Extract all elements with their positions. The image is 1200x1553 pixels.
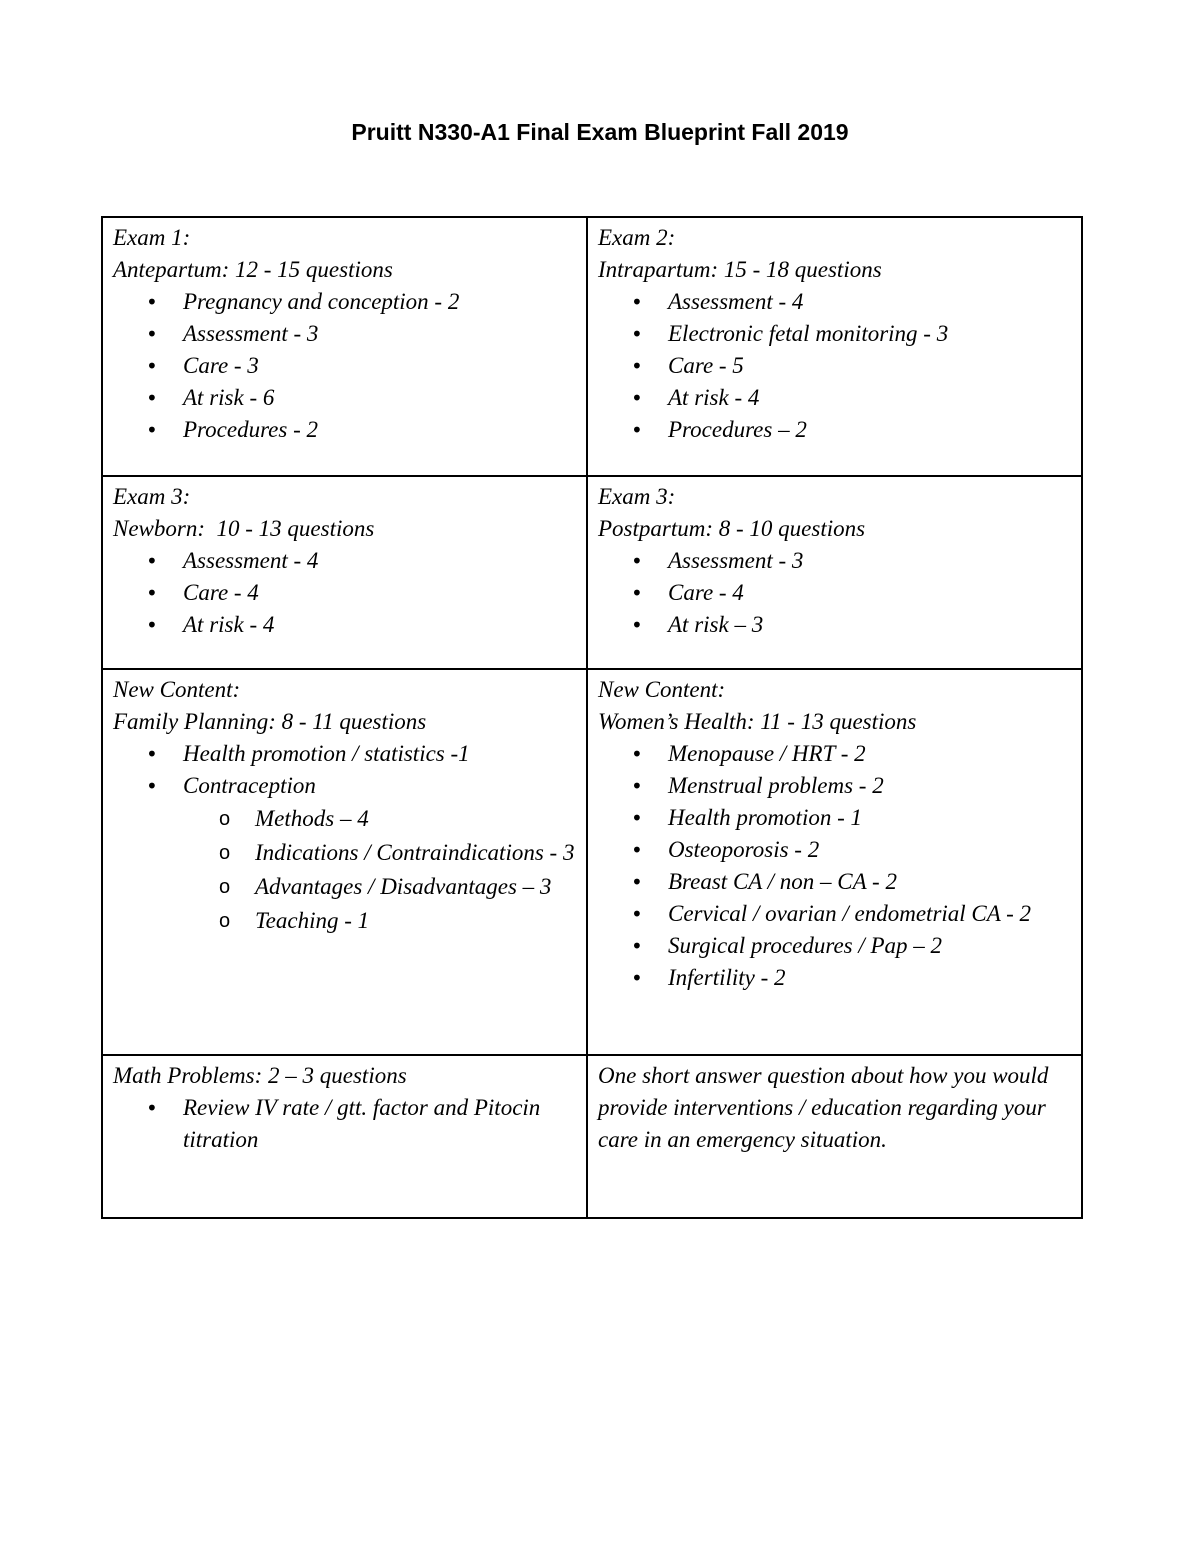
bullet-list bbox=[113, 286, 576, 446]
list-item-text: Health promotion - 1 bbox=[668, 805, 862, 830]
list-item-text: Osteoporosis - 2 bbox=[668, 837, 820, 862]
list-item-text: Review IV rate / gtt. factor and Pitocin titration bbox=[183, 1095, 541, 1152]
exam3-newborn-cell bbox=[102, 476, 587, 669]
list-item bbox=[598, 545, 1071, 577]
list-item bbox=[598, 318, 1071, 350]
list-item bbox=[598, 577, 1071, 609]
list-item-text: At risk - 4 bbox=[183, 612, 275, 637]
sub-list-item bbox=[183, 802, 576, 836]
bullet-icon: • bbox=[631, 934, 643, 958]
cell-topic: Women’s Health: 11 - 13 questions bbox=[598, 709, 917, 734]
bullet-icon: • bbox=[146, 354, 158, 378]
bullet-icon: • bbox=[631, 774, 643, 798]
list-item bbox=[598, 802, 1071, 834]
list-item bbox=[113, 286, 576, 318]
table-row bbox=[102, 669, 1082, 1055]
bullet-icon: • bbox=[631, 806, 643, 830]
list-item bbox=[113, 350, 576, 382]
sub-list-item bbox=[183, 836, 576, 870]
sub-list-item bbox=[183, 904, 576, 938]
cell-topic: Intrapartum: 15 - 18 questions bbox=[598, 257, 882, 282]
sub-list-item-text: Advantages / Disadvantages – 3 bbox=[255, 874, 552, 899]
list-item bbox=[113, 609, 576, 641]
list-item-text: At risk – 3 bbox=[668, 612, 764, 637]
list-item-text: Surgical procedures / Pap – 2 bbox=[668, 933, 943, 958]
short-answer-text: One short answer question about how you would provide interventions / education regarding your care in an emergency situation. bbox=[598, 1063, 1049, 1152]
cell-heading: Exam 1: bbox=[113, 225, 191, 250]
list-item-text: Infertility - 2 bbox=[668, 965, 786, 990]
bullet-icon: • bbox=[631, 418, 643, 442]
sub-list-item-text: Teaching - 1 bbox=[255, 908, 370, 933]
bullet-icon: • bbox=[146, 418, 158, 442]
list-item bbox=[598, 609, 1071, 641]
list-item bbox=[113, 770, 576, 938]
cell-heading: New Content: bbox=[598, 677, 726, 702]
bullet-icon: • bbox=[146, 322, 158, 346]
list-item bbox=[113, 545, 576, 577]
bullet-list bbox=[113, 545, 576, 641]
bullet-icon: • bbox=[631, 838, 643, 862]
bullet-icon: • bbox=[631, 613, 643, 637]
bullet-icon: • bbox=[146, 1096, 158, 1120]
list-item bbox=[598, 834, 1071, 866]
list-item-text: At risk - 4 bbox=[668, 385, 760, 410]
bullet-list bbox=[598, 738, 1071, 994]
bullet-list bbox=[113, 1092, 576, 1156]
list-item-text: Assessment - 4 bbox=[183, 548, 319, 573]
cell-heading: Exam 2: bbox=[598, 225, 676, 250]
cell-heading: New Content: bbox=[113, 677, 241, 702]
sub-bullet-list bbox=[183, 802, 576, 938]
exam2-cell bbox=[587, 217, 1082, 476]
sub-list-item bbox=[183, 870, 576, 904]
list-item bbox=[113, 577, 576, 609]
womens-health-cell bbox=[587, 669, 1082, 1055]
list-item-text: Pregnancy and conception - 2 bbox=[183, 289, 460, 314]
circle-bullet-icon: o bbox=[219, 910, 231, 932]
circle-bullet-icon: o bbox=[219, 842, 231, 864]
bullet-list bbox=[598, 545, 1071, 641]
cell-topic: Math Problems: 2 – 3 questions bbox=[113, 1063, 407, 1088]
bullet-icon: • bbox=[631, 549, 643, 573]
list-item-text: Contraception bbox=[183, 773, 316, 798]
bullet-icon: • bbox=[146, 290, 158, 314]
list-item-text: Assessment - 3 bbox=[668, 548, 804, 573]
bullet-icon: • bbox=[631, 902, 643, 926]
list-item-text: Assessment - 4 bbox=[668, 289, 804, 314]
bullet-icon: • bbox=[146, 742, 158, 766]
circle-bullet-icon: o bbox=[219, 808, 231, 830]
table-row bbox=[102, 217, 1082, 476]
cell-topic: Antepartum: 12 - 15 questions bbox=[113, 257, 393, 282]
short-answer-cell bbox=[587, 1055, 1082, 1218]
list-item bbox=[598, 382, 1071, 414]
exam-blueprint-table bbox=[101, 216, 1083, 1219]
exam3-postpartum-cell bbox=[587, 476, 1082, 669]
list-item bbox=[113, 382, 576, 414]
list-item-text: Electronic fetal monitoring - 3 bbox=[668, 321, 949, 346]
list-item bbox=[598, 866, 1071, 898]
list-item bbox=[598, 738, 1071, 770]
list-item-text: Cervical / ovarian / endometrial CA - 2 bbox=[668, 901, 1032, 926]
bullet-icon: • bbox=[146, 774, 158, 798]
bullet-icon: • bbox=[631, 742, 643, 766]
cell-topic: Family Planning: 8 - 11 questions bbox=[113, 709, 427, 734]
exam1-cell bbox=[102, 217, 587, 476]
cell-topic: Newborn: 10 - 13 questions bbox=[113, 516, 375, 541]
list-item bbox=[598, 770, 1071, 802]
list-item bbox=[113, 414, 576, 446]
list-item bbox=[113, 1092, 576, 1156]
list-item bbox=[598, 350, 1071, 382]
bullet-icon: • bbox=[146, 613, 158, 637]
table-row bbox=[102, 476, 1082, 669]
list-item-text: Care - 5 bbox=[668, 353, 744, 378]
bullet-icon: • bbox=[631, 354, 643, 378]
cell-topic: Postpartum: 8 - 10 questions bbox=[598, 516, 866, 541]
list-item-text: At risk - 6 bbox=[183, 385, 275, 410]
list-item bbox=[598, 286, 1071, 318]
bullet-icon: • bbox=[631, 581, 643, 605]
bullet-icon: • bbox=[631, 870, 643, 894]
cell-heading: Exam 3: bbox=[113, 484, 191, 509]
list-item-text: Procedures - 2 bbox=[183, 417, 318, 442]
list-item-text: Care - 4 bbox=[183, 580, 259, 605]
bullet-list bbox=[598, 286, 1071, 446]
list-item bbox=[113, 318, 576, 350]
page-title: Pruitt N330-A1 Final Exam Blueprint Fall 2019 bbox=[351, 119, 849, 145]
list-item bbox=[598, 414, 1071, 446]
list-item-text: Menopause / HRT - 2 bbox=[668, 741, 866, 766]
list-item bbox=[113, 738, 576, 770]
list-item-text: Procedures – 2 bbox=[668, 417, 807, 442]
bullet-icon: • bbox=[146, 386, 158, 410]
bullet-icon: • bbox=[631, 322, 643, 346]
cell-heading: Exam 3: bbox=[598, 484, 676, 509]
list-item-text: Health promotion / statistics -1 bbox=[183, 741, 470, 766]
family-planning-cell bbox=[102, 669, 587, 1055]
list-item-text: Assessment - 3 bbox=[183, 321, 319, 346]
list-item-text: Menstrual problems - 2 bbox=[668, 773, 884, 798]
list-item-text: Breast CA / non – CA - 2 bbox=[668, 869, 897, 894]
sub-list-item-text: Methods – 4 bbox=[255, 806, 369, 831]
list-item-text: Care - 4 bbox=[668, 580, 744, 605]
bullet-icon: • bbox=[631, 290, 643, 314]
list-item-text: Care - 3 bbox=[183, 353, 259, 378]
math-problems-cell bbox=[102, 1055, 587, 1218]
bullet-icon: • bbox=[631, 966, 643, 990]
list-item bbox=[598, 930, 1071, 962]
circle-bullet-icon: o bbox=[219, 876, 231, 898]
bullet-icon: • bbox=[146, 581, 158, 605]
bullet-icon: • bbox=[146, 549, 158, 573]
sub-list-item-text: Indications / Contraindications - 3 bbox=[255, 840, 575, 865]
list-item bbox=[598, 962, 1071, 994]
table-row bbox=[102, 1055, 1082, 1218]
bullet-list bbox=[113, 738, 576, 938]
bullet-icon: • bbox=[631, 386, 643, 410]
list-item bbox=[598, 898, 1071, 930]
